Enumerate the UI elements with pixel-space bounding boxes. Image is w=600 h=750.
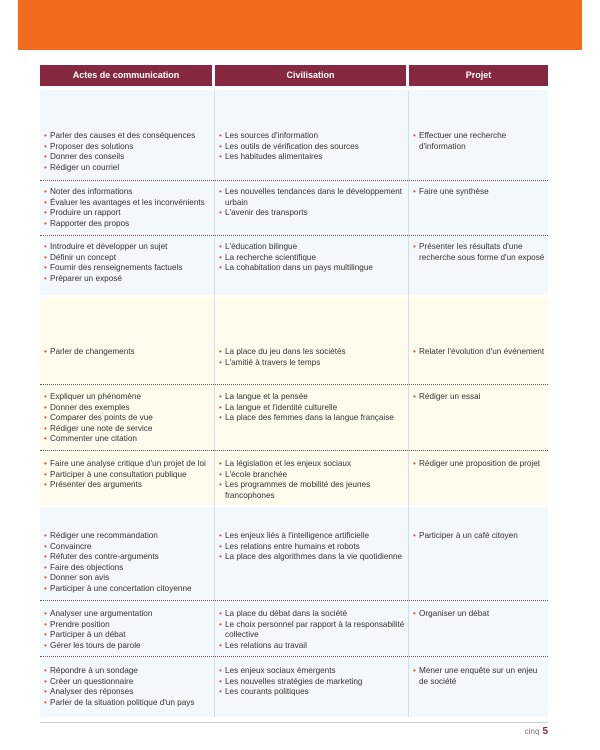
list-item: • Gérer les tours de parole xyxy=(44,641,212,652)
list-item: • La place du débat dans la société xyxy=(219,609,406,620)
header-civilisation: Civilisation xyxy=(215,65,406,86)
page-number-word: cinq xyxy=(524,727,540,736)
list-item: • Rédiger une proposition de projet xyxy=(413,459,548,470)
header-communication: Actes de communication xyxy=(40,65,212,86)
list-item: • La cohabitation dans un pays multilingue xyxy=(219,263,406,274)
list-item: • Créer un questionnaire xyxy=(44,677,212,688)
list-item: • Parler des causes et des conséquences xyxy=(44,131,212,142)
list-item: • Organiser un débat xyxy=(413,609,548,620)
civilisation-list xyxy=(219,666,406,698)
list-item: • Donner son avis xyxy=(44,573,212,584)
list-item: • Fournir des renseignements factuels xyxy=(44,263,212,274)
communication-list xyxy=(44,187,212,229)
list-item: • Les courants politiques xyxy=(219,687,406,698)
projet-list xyxy=(413,531,548,542)
row-divider xyxy=(40,450,548,451)
footer-rule xyxy=(40,722,548,723)
list-item: • Convaincre xyxy=(44,542,212,553)
row-divider xyxy=(40,656,548,657)
communication-list xyxy=(44,459,212,491)
list-item: • Préparer un exposé xyxy=(44,274,212,285)
civilisation-list xyxy=(219,392,406,424)
list-item: • Parler de changements xyxy=(44,347,212,358)
table-header xyxy=(40,65,548,86)
civilisation-list xyxy=(219,459,406,501)
list-item: • Présenter les résultats d'une recherche sous forme d'un exposé xyxy=(413,242,548,263)
projet-list xyxy=(413,242,548,263)
list-item: • La langue et la pensée xyxy=(219,392,406,403)
list-item: • Expliquer un phénomène xyxy=(44,392,212,403)
projet-list xyxy=(413,666,548,687)
list-item: • Comparer des points de vue xyxy=(44,413,212,424)
list-item: • La place du jeu dans les sociétés xyxy=(219,347,406,358)
list-item: • Relater l'évolution d'un événement xyxy=(413,347,548,358)
list-item: • Réfuter des contre-arguments xyxy=(44,552,212,563)
list-item: • Analyser des réponses xyxy=(44,687,212,698)
list-item: • Donner des exemples xyxy=(44,403,212,414)
list-item: • Commenter une citation xyxy=(44,434,212,445)
list-item: • Parler de la situation politique d'un pays xyxy=(44,698,212,709)
list-item: • Les nouvelles tendances dans le développement urbain xyxy=(219,187,406,208)
list-item: • Les sources d'information xyxy=(219,131,406,142)
list-item: • Mener une enquête sur un enjeu de société xyxy=(413,666,548,687)
projet-list xyxy=(413,347,548,358)
list-item: • Rédiger un courriel xyxy=(44,163,212,174)
row-divider xyxy=(40,384,548,385)
projet-list xyxy=(413,187,548,198)
list-item: • Participer à un débat xyxy=(44,630,212,641)
list-item: • Faire une synthèse xyxy=(413,187,548,198)
row-divider xyxy=(40,180,548,181)
list-item: • Faire des objections xyxy=(44,563,212,574)
list-item: • Les outils de vérification des sources xyxy=(219,142,406,153)
projet-list xyxy=(413,459,548,470)
list-item: • Le choix personnel par rapport à la responsabilité collective xyxy=(219,620,406,641)
list-item: • Les enjeux liés à l'intelligence artificielle xyxy=(219,531,406,542)
column-separator xyxy=(214,90,215,717)
row-divider xyxy=(40,235,548,236)
list-item: • Effectuer une recherche d'information xyxy=(413,131,548,152)
list-item: • L'amitié à travers le temps xyxy=(219,358,406,369)
list-item: • Les enjeux sociaux émergents xyxy=(219,666,406,677)
list-item: • Participer à une concertation citoyenne xyxy=(44,584,212,595)
communication-list xyxy=(44,666,212,708)
communication-list xyxy=(44,609,212,651)
header-projet: Projet xyxy=(409,65,548,86)
communication-list xyxy=(44,392,212,445)
list-item: • Faire une analyse critique d'un projet de loi xyxy=(44,459,212,470)
list-item: • La langue et l'identité culturelle xyxy=(219,403,406,414)
list-item: • Présenter des arguments xyxy=(44,480,212,491)
list-item: • Rédiger une recommandation xyxy=(44,531,212,542)
list-item: • Répondre à un sondage xyxy=(44,666,212,677)
civilisation-list xyxy=(219,242,406,274)
civilisation-list xyxy=(219,531,406,563)
page-number xyxy=(525,726,548,737)
civilisation-list xyxy=(219,131,406,163)
list-item: • La législation et les enjeux sociaux xyxy=(219,459,406,470)
civilisation-list xyxy=(219,347,406,368)
projet-list xyxy=(413,131,548,152)
list-item: • Les nouvelles stratégies de marketing xyxy=(219,677,406,688)
list-item: • L'éducation bilingue xyxy=(219,242,406,253)
column-separator xyxy=(408,90,409,717)
list-item: • Noter des informations xyxy=(44,187,212,198)
list-item: • L'école branchée xyxy=(219,470,406,481)
list-item: • Rédiger une note de service xyxy=(44,424,212,435)
list-item: • La place des algorithmes dans la vie quotidienne xyxy=(219,552,406,563)
list-item: • Introduire et développer un sujet xyxy=(44,242,212,253)
list-item: • Évaluer les avantages et les inconvénients xyxy=(44,198,212,209)
list-item: • Les relations au travail xyxy=(219,641,406,652)
list-item: • Les habitudes alimentaires xyxy=(219,152,406,163)
list-item: • Les programmes de mobilité des jeunes francophones xyxy=(219,480,406,501)
list-item: • Définir un concept xyxy=(44,253,212,264)
row-divider xyxy=(40,600,548,601)
list-item: • Analyser une argumentation xyxy=(44,609,212,620)
list-item: • Les relations entre humains et robots xyxy=(219,542,406,553)
communication-list xyxy=(44,242,212,284)
civilisation-list xyxy=(219,609,406,651)
list-item: • La place des femmes dans la langue française xyxy=(219,413,406,424)
list-item: • La recherche scientifique xyxy=(219,253,406,264)
civilisation-list xyxy=(219,187,406,219)
list-item: • Prendre position xyxy=(44,620,212,631)
list-item: • Rapporter des propos xyxy=(44,219,212,230)
list-item: • Produire un rapport xyxy=(44,208,212,219)
list-item: • Participer à un café citoyen xyxy=(413,531,548,542)
top-orange-band xyxy=(18,0,582,50)
list-item: • Participer à une consultation publique xyxy=(44,470,212,481)
list-item: • L'avenir des transports xyxy=(219,208,406,219)
projet-list xyxy=(413,392,548,403)
list-item: • Rédiger un essai xyxy=(413,392,548,403)
communication-list xyxy=(44,531,212,594)
communication-list xyxy=(44,347,212,358)
page-number-digit: 5 xyxy=(542,726,548,737)
projet-list xyxy=(413,609,548,620)
list-item: • Proposer des solutions xyxy=(44,142,212,153)
list-item: • Donner des conseils xyxy=(44,152,212,163)
communication-list xyxy=(44,131,212,173)
